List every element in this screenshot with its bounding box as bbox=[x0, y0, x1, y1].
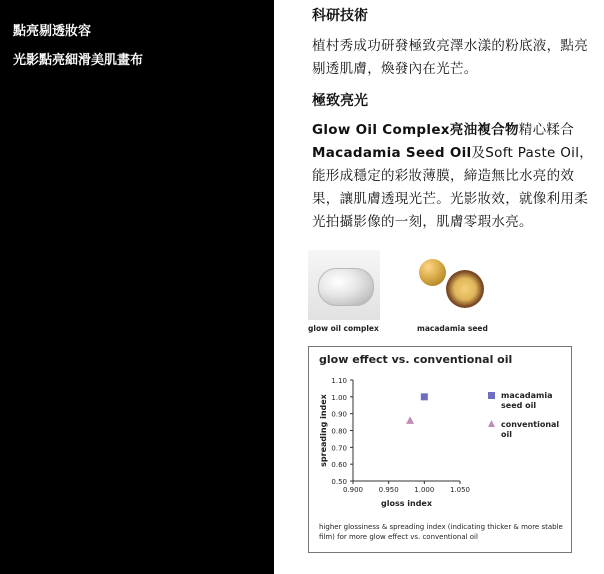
caption-glow-oil: glow oil complex bbox=[308, 324, 379, 333]
glow-text-part-1: 精心糅合 bbox=[518, 122, 574, 138]
chart-note: higher glossiness & spreading index (indicating thicker & more stable film) for more glow effect vs. conventional oil bbox=[319, 523, 563, 541]
y-axis-label: spreading index bbox=[319, 394, 328, 467]
section-text-research: 植村秀成功研發極致亮澤水漾的粉底液，點亮剔透肌膚，煥發內在光芒。 bbox=[312, 38, 588, 77]
y-tick-label: 0.90 bbox=[331, 410, 347, 419]
x-tick-label: 0.950 bbox=[378, 486, 399, 494]
y-tick-label: 1.00 bbox=[331, 393, 347, 402]
chart-panel bbox=[308, 346, 572, 553]
glow-oil-complex-term: Glow Oil Complex亮油複合物 bbox=[312, 122, 519, 138]
section-title-research: 科研技術 bbox=[312, 8, 368, 24]
y-tick-label: 0.60 bbox=[331, 461, 347, 470]
oil-drop-icon bbox=[318, 268, 374, 306]
y-tick-label: 0.80 bbox=[331, 427, 347, 436]
left-panel bbox=[0, 0, 274, 574]
macadamia-term: Macadamia Seed Oil bbox=[312, 145, 472, 161]
legend-marker-macadamia bbox=[488, 392, 495, 399]
x-tick-label: 0.900 bbox=[342, 486, 364, 494]
data-point-conventional bbox=[406, 416, 414, 424]
section-text-glow bbox=[312, 119, 598, 234]
x-tick-label: 1.000 bbox=[414, 486, 435, 494]
macadamia-half-icon bbox=[446, 270, 484, 308]
chart-title: glow effect vs. conventional oil bbox=[319, 353, 513, 366]
legend-label: macadamia bbox=[501, 391, 553, 400]
section-title-glow: 極致亮光 bbox=[312, 93, 368, 109]
y-tick-label: 0.70 bbox=[331, 444, 347, 453]
x-tick-label: 1.050 bbox=[449, 486, 471, 494]
legend-marker-conventional bbox=[488, 420, 495, 427]
y-tick-label: 0.50 bbox=[331, 478, 347, 486]
y-tick-label: 1.10 bbox=[331, 377, 347, 385]
glow-oil-image bbox=[308, 250, 380, 320]
glow-text-part-2: 及Soft Paste Oil，能形成穩定的彩妝薄膜，締造無比水亮的效果，讓肌膚透現光芒。光影妝效，就像利用柔光拍攝影像的一刻，肌膚零瑕水亮。 bbox=[312, 145, 594, 230]
legend-label: oil bbox=[501, 430, 512, 439]
legend-label: conventional bbox=[501, 420, 560, 429]
macadamia-nut-icon bbox=[419, 259, 446, 286]
x-axis-label: gloss index bbox=[380, 499, 433, 508]
left-heading-1: 點亮剔透妝容 bbox=[13, 24, 92, 39]
left-heading-2: 光影點亮細滑美肌畫布 bbox=[13, 53, 144, 68]
caption-macadamia: macadamia seed bbox=[417, 324, 488, 333]
legend-label: seed oil bbox=[501, 401, 537, 410]
data-point-macadamia bbox=[421, 393, 428, 400]
